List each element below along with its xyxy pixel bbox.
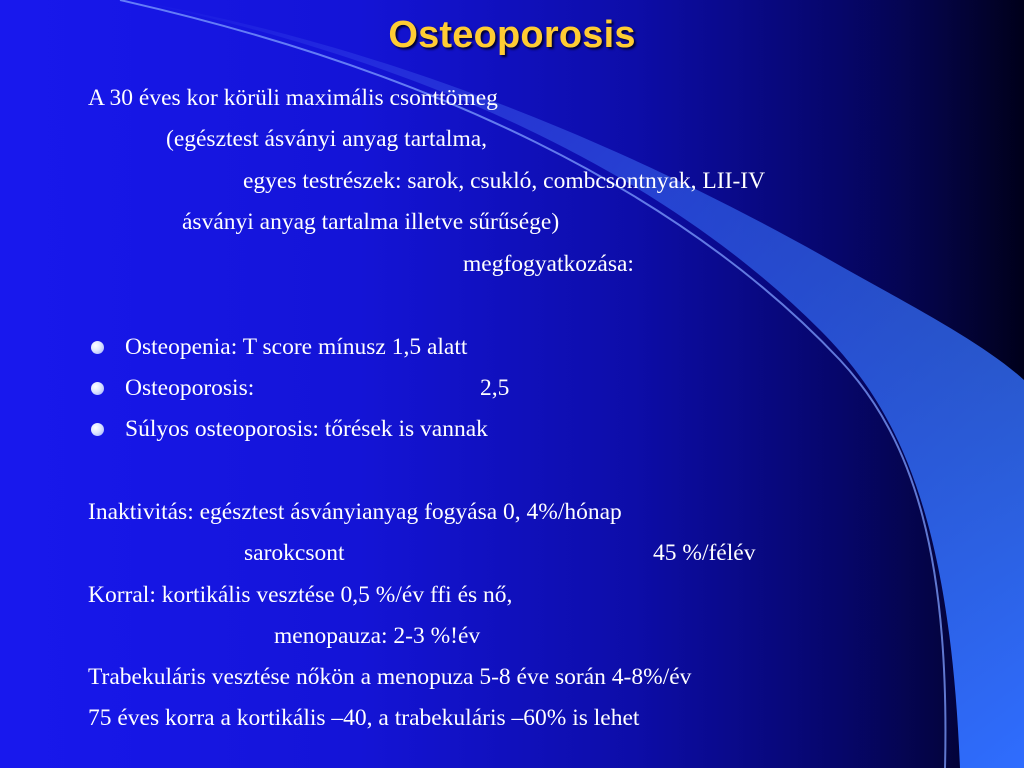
bullet-severe-osteoporosis: Súlyos osteoporosis: tőrések is vannak: [125, 416, 488, 442]
age-line: Korral: kortikális vesztése 0,5 %/év ffi és nő,: [88, 582, 513, 608]
inactivity-sub-value: 45 %/félév: [653, 540, 756, 566]
intro-line-3: egyes testrészek: sarok, csukló, combcsontnyak, LII-IV: [243, 168, 766, 194]
bullet-dot-icon: [91, 382, 104, 395]
intro-line-4: ásványi anyag tartalma illetve sűrűsége): [182, 209, 560, 235]
bullet-osteopenia: Osteopenia: T score mínusz 1,5 alatt: [125, 334, 468, 360]
slide-title: Osteoporosis: [388, 14, 636, 56]
age-75-line: 75 éves korra a kortikális –40, a trabekuláris –60% is lehet: [88, 705, 640, 731]
menopause-line: menopauza: 2-3 %!év: [274, 623, 481, 649]
bullet-dot-icon: [91, 423, 104, 436]
bullet-dot-icon: [91, 341, 104, 354]
bullet-osteoporosis-label: Osteoporosis:: [125, 375, 255, 401]
intro-line-2: (egésztest ásványi anyag tartalma,: [166, 126, 488, 152]
inactivity-sub-label: sarokcsont: [244, 540, 345, 566]
trabecular-line: Trabekuláris vesztése nőkön a menopuza 5-8 éve során 4-8%/év: [88, 664, 692, 690]
bullet-osteoporosis-value: 2,5: [480, 375, 510, 401]
intro-line-5: megfogyatkozása:: [463, 251, 634, 277]
intro-line-1: A 30 éves kor körüli maximális csonttömeg: [88, 85, 498, 111]
inactivity-line: Inaktivitás: egésztest ásványianyag fogyása 0, 4%/hónap: [88, 499, 622, 525]
